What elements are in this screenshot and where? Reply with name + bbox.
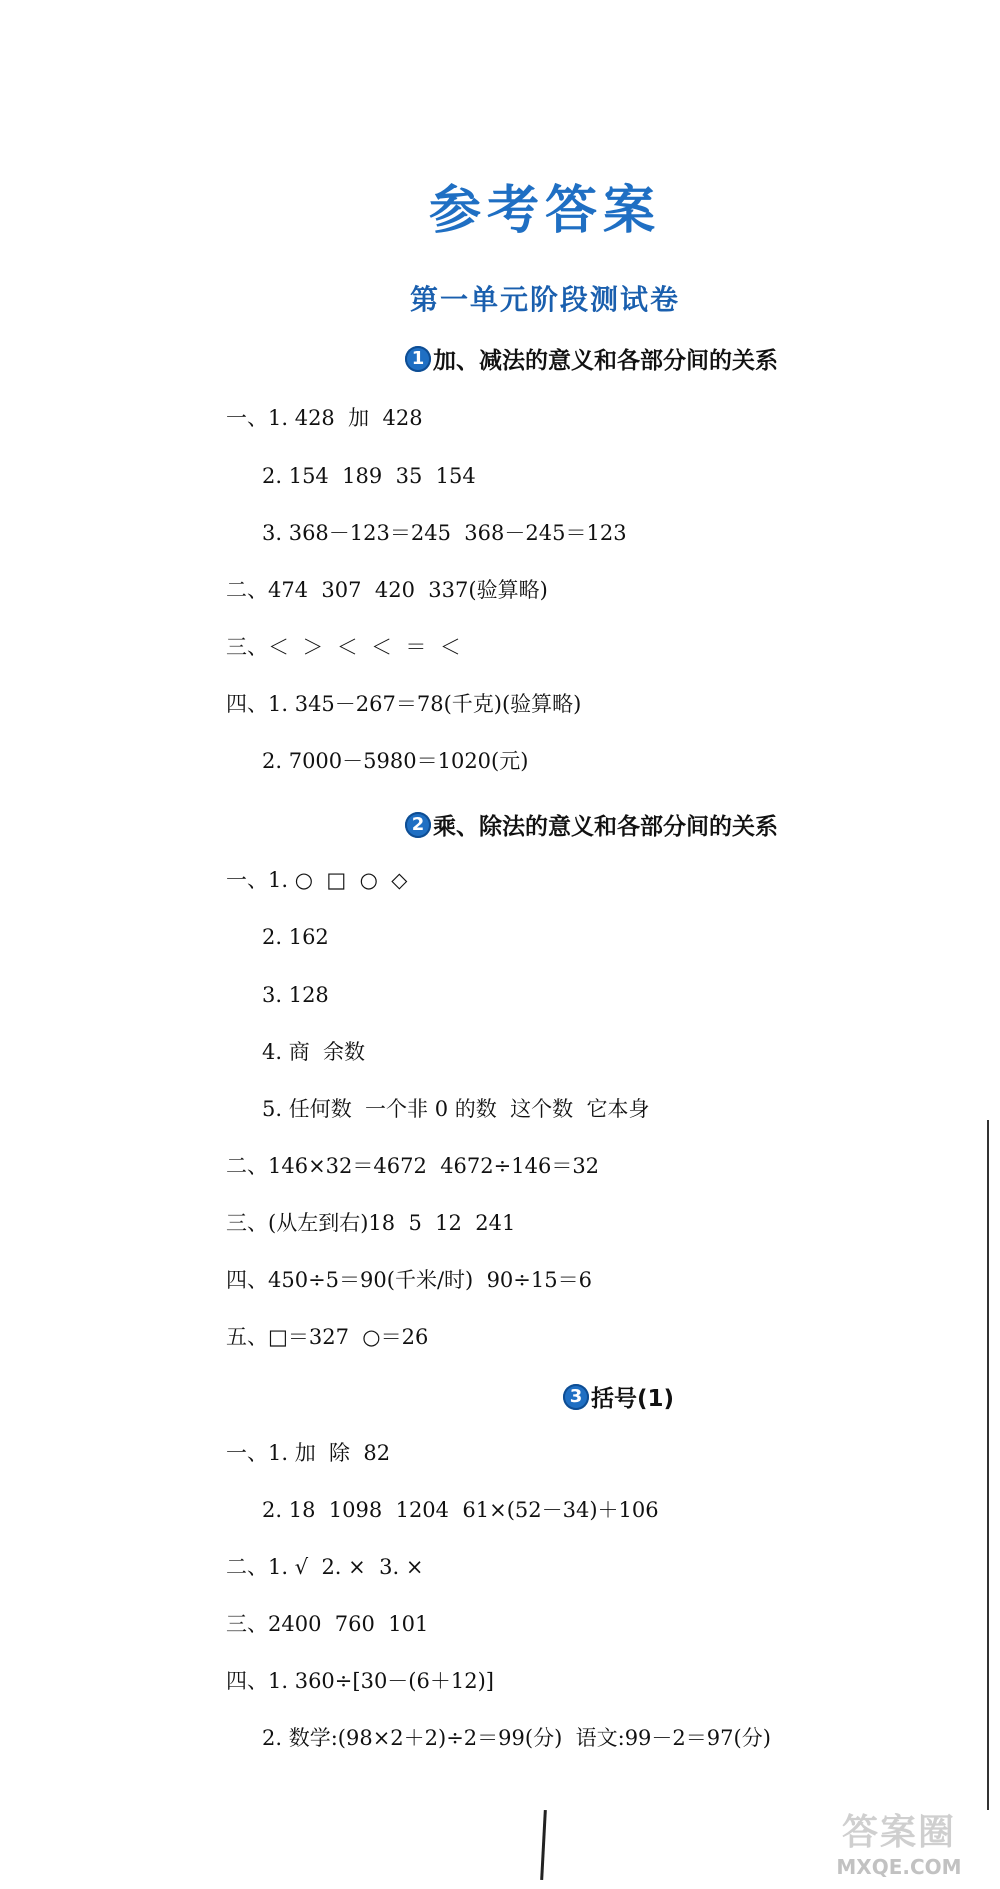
answer-line: 3. 128 xyxy=(262,983,329,1007)
answer-line: 三、(从左到右)18 5 12 241 xyxy=(226,1211,516,1235)
section-3-heading xyxy=(563,1380,674,1413)
watermark-logo-text: 答案圈 xyxy=(841,1812,956,1853)
section-2-title: 乘、除法的意义和各部分间的关系 xyxy=(433,814,778,840)
section-3-title: 括号(1) xyxy=(591,1386,675,1412)
page-title: 参考答案 xyxy=(428,180,661,241)
answer-line: 一、1. 428 加 428 xyxy=(226,406,423,430)
number-badge-icon: 2 xyxy=(405,812,431,838)
number-badge-icon: 3 xyxy=(563,1384,589,1410)
answer-line: 2. 162 xyxy=(262,925,329,949)
answer-line: 二、474 307 420 337(验算略) xyxy=(226,578,548,602)
watermark-url: MXQE.COM xyxy=(836,1855,962,1879)
section-1-heading xyxy=(405,342,778,375)
site-watermark xyxy=(804,1811,994,1889)
answer-line: 二、146×32＝4672 4672÷146＝32 xyxy=(226,1154,600,1178)
answer-line: 2. 数学:(98×2＋2)÷2＝99(分) 语文:99－2＝97(分) xyxy=(262,1726,771,1750)
answer-line: 4. 商 余数 xyxy=(262,1040,366,1064)
answer-line: 四、1. 345－267＝78(千克)(验算略) xyxy=(226,692,582,716)
answer-line: 五、□＝327 ○＝26 xyxy=(226,1325,429,1349)
pen-stroke-mark xyxy=(540,1810,547,1880)
answer-line: 二、1. √ 2. × 3. × xyxy=(226,1555,424,1579)
answer-line: 三、＜ ＞ ＜ ＜ ＝ ＜ xyxy=(226,635,461,659)
number-badge-icon: 1 xyxy=(405,346,431,372)
unit-test-subtitle: 第一单元阶段测试卷 xyxy=(409,283,680,316)
answer-line: 四、1. 360÷[30－(6＋12)] xyxy=(226,1669,494,1693)
answer-line: 3. 368－123＝245 368－245＝123 xyxy=(262,521,627,545)
section-2-heading xyxy=(405,808,778,841)
page-edge-rule xyxy=(987,1120,989,1810)
answer-line: 四、450÷5＝90(千米/时) 90÷15＝6 xyxy=(226,1268,592,1292)
answer-line: 一、1. 加 除 82 xyxy=(226,1441,391,1465)
answer-line: 5. 任何数 一个非 0 的数 这个数 它本身 xyxy=(262,1097,650,1121)
answer-line: 一、1. ○ □ ○ ◇ xyxy=(226,868,408,892)
answer-line: 三、2400 760 101 xyxy=(226,1612,429,1636)
answer-line: 2. 7000－5980＝1020(元) xyxy=(262,749,529,773)
section-1-title: 加、减法的意义和各部分间的关系 xyxy=(433,348,778,374)
answer-line: 2. 18 1098 1204 61×(52－34)＋106 xyxy=(262,1498,659,1522)
answer-line: 2. 154 189 35 154 xyxy=(262,464,476,488)
